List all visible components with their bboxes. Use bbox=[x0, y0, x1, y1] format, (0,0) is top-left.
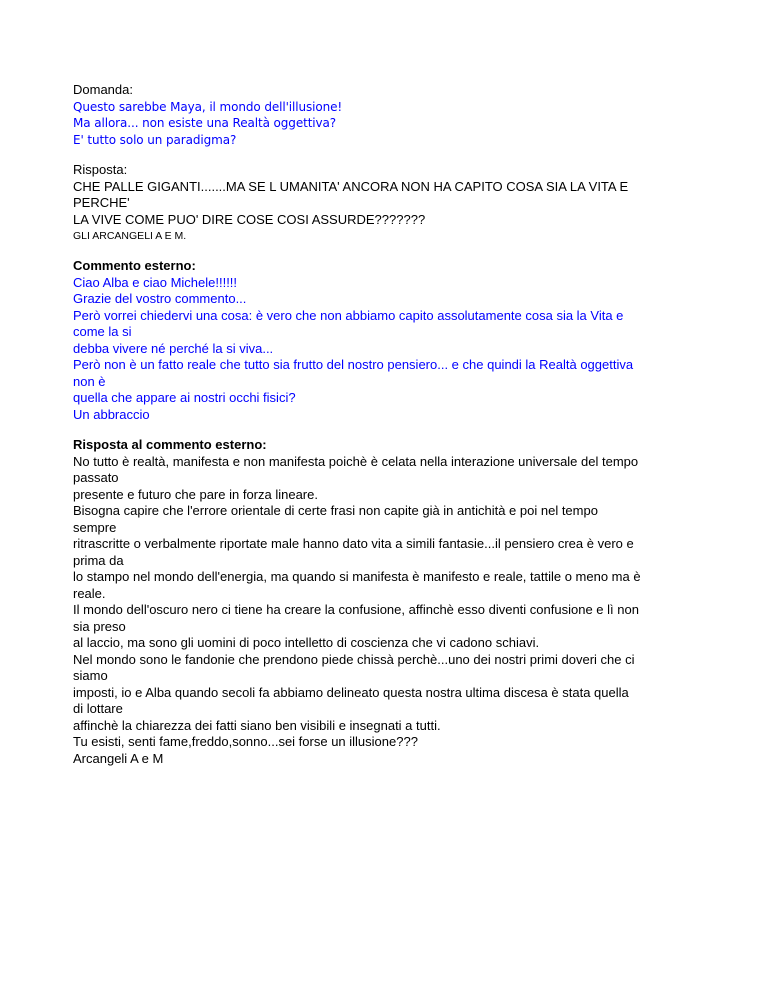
domanda-line: Ma allora... non esiste una Realtà oggettiva? bbox=[73, 116, 337, 130]
commento-line: Però non è un fatto reale che tutto sia frutto del nostro pensiero... e che quindi la Realtà oggettiva bbox=[73, 357, 634, 372]
risposta-commento-line: ritrascritte o verbalmente riportate male hanno dato vita a simili fantasie...il pensiero crea è vero e bbox=[73, 536, 634, 551]
commento-line: non è bbox=[73, 373, 106, 389]
risposta-commento-line: prima da bbox=[73, 552, 124, 568]
risposta-commento-line: sempre bbox=[73, 519, 117, 535]
risposta-commento-line: lo stampo nel mondo dell'energia, ma quando si manifesta è manifesto e reale, tattile o meno ma è bbox=[73, 569, 641, 584]
domanda-line: E' tutto solo un paradigma? bbox=[73, 132, 237, 147]
commento-line: debba vivere né perché la si viva... bbox=[73, 340, 274, 356]
risposta-commento-line: Bisogna capire che l'errore orientale di certe frasi non capite già in antichità e poi nel tempo bbox=[73, 503, 598, 518]
domanda-section bbox=[73, 82, 713, 148]
risposta-line: LA VIVE COME PUO' DIRE COSE COSI ASSURDE??????? bbox=[73, 211, 426, 227]
domanda-line: Questo sarebbe Maya, il mondo dell'illusione! bbox=[73, 99, 343, 114]
risposta-commento-line: siamo bbox=[73, 668, 108, 683]
risposta-line: CHE PALLE GIGANTI.......MA SE L UMANITA' ANCORA NON HA CAPITO COSA SIA LA VITA E bbox=[73, 178, 629, 194]
risposta-commento-line: di lottare bbox=[73, 701, 123, 716]
domanda-heading: Domanda: bbox=[73, 82, 133, 97]
risposta-commento-line: No tutto è realtà, manifesta e non manifesta poichè è celata nella interazione universale del tempo bbox=[73, 453, 639, 469]
risposta-commento-heading: Risposta al commento esterno: bbox=[73, 437, 267, 452]
commento-heading: Commento esterno: bbox=[73, 258, 196, 273]
risposta-section bbox=[73, 162, 713, 244]
risposta-commento-line: affinchè la chiarezza dei fatti siano ben visibili e insegnati a tutti. bbox=[73, 717, 441, 733]
risposta-commento-line: Tu esisti, senti fame,freddo,sonno...sei forse un illusione??? bbox=[73, 734, 418, 749]
risposta-commento-line: sia preso bbox=[73, 618, 126, 634]
risposta-commento-line: presente e futuro che pare in forza lineare. bbox=[73, 486, 318, 502]
risposta-line: PERCHE' bbox=[73, 195, 130, 210]
commento-line: Un abbraccio bbox=[73, 406, 150, 422]
risposta-commento-section bbox=[73, 437, 713, 767]
risposta-commento-line: Il mondo dell'oscuro nero ci tiene ha creare la confusione, affinchè esso diventi confusione e lì non bbox=[73, 602, 639, 617]
spacer bbox=[73, 148, 713, 162]
commento-section bbox=[73, 258, 713, 423]
risposta-commento-line: passato bbox=[73, 470, 119, 485]
commento-line: come la si bbox=[73, 324, 132, 339]
risposta-commento-signature: Arcangeli A e M bbox=[73, 750, 164, 766]
risposta-commento-line: Nel mondo sono le fandonie che prendono piede chissà perchè...uno dei nostri primi doveri che ci bbox=[73, 651, 635, 667]
commento-line: Però vorrei chiedervi una cosa: è vero che non abbiamo capito assolutamente cosa sia la Vita e bbox=[73, 307, 624, 323]
risposta-heading: Risposta: bbox=[73, 162, 128, 177]
commento-line: Grazie del vostro commento... bbox=[73, 291, 247, 306]
risposta-signature: GLI ARCANGELI A E M. bbox=[73, 230, 187, 242]
risposta-commento-line: imposti, io e Alba quando secoli fa abbiamo delineato questa nostra ultima discesa è stata quella bbox=[73, 684, 629, 700]
commento-line: quella che appare ai nostri occhi fisici? bbox=[73, 390, 296, 405]
spacer bbox=[73, 244, 713, 258]
risposta-commento-line: al laccio, ma sono gli uomini di poco intelletto di coscienza che vi cadono schiavi. bbox=[73, 635, 540, 650]
spacer bbox=[73, 423, 713, 437]
risposta-commento-line: reale. bbox=[73, 585, 106, 601]
document-body bbox=[73, 82, 713, 767]
commento-line: Ciao Alba e ciao Michele!!!!!! bbox=[73, 274, 238, 290]
